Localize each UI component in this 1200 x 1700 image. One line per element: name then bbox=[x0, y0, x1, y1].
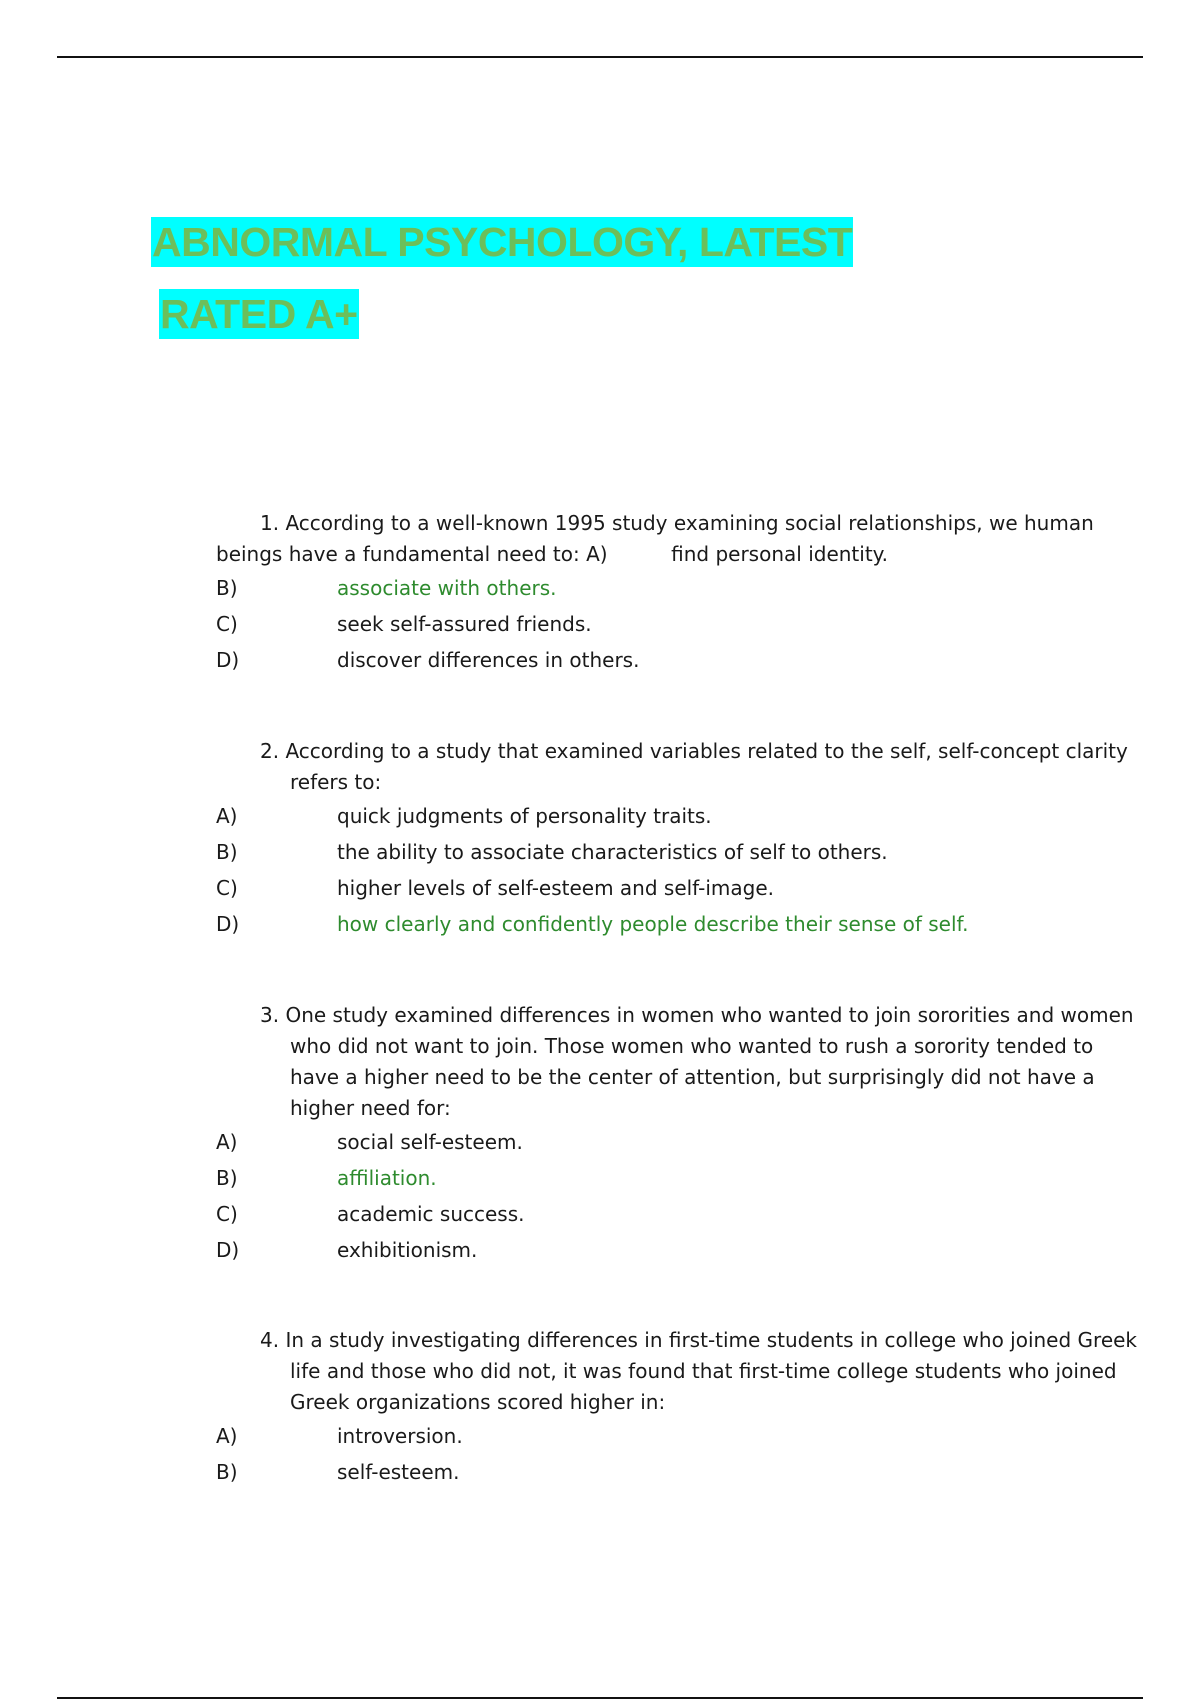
option-text: introversion. bbox=[337, 1424, 463, 1448]
question-stem bbox=[216, 1000, 1146, 1124]
top-rule bbox=[57, 56, 1143, 58]
question-stem bbox=[216, 1325, 1146, 1418]
option-text: quick judgments of personality traits. bbox=[337, 804, 712, 828]
question-4 bbox=[216, 1325, 1146, 1490]
answer-option bbox=[216, 1160, 1146, 1196]
question-2 bbox=[216, 736, 1146, 942]
option-letter: D) bbox=[216, 648, 240, 672]
option-letter: D) bbox=[216, 1238, 240, 1262]
answer-option bbox=[216, 906, 1146, 942]
answer-option bbox=[216, 1232, 1146, 1268]
option-letter: B) bbox=[216, 1460, 238, 1484]
option-letter: A) bbox=[216, 804, 238, 828]
answer-option bbox=[216, 798, 1146, 834]
question-text: One study examined differences in women who wanted to join sororities and women who did not want to join. Those women who wanted to rush a sorority tended to have a higher need to be the center of attention, but surprisingly did not have a higher need for: bbox=[285, 1003, 1134, 1120]
answer-option bbox=[216, 1124, 1146, 1160]
question-3 bbox=[216, 1000, 1146, 1268]
option-text: seek self-assured friends. bbox=[337, 612, 592, 636]
question-text: In a study investigating differences in first-time students in college who joined Greek life and those who did not, it was found that first-time college students who joined Greek organizations scored higher in: bbox=[285, 1328, 1138, 1414]
document-title-line-1: ABNORMAL PSYCHOLOGY, LATEST bbox=[152, 219, 853, 265]
question-1 bbox=[216, 508, 1146, 678]
option-letter: C) bbox=[216, 612, 238, 636]
question-number: 3. bbox=[260, 1003, 280, 1027]
option-text: higher levels of self-esteem and self-image. bbox=[337, 876, 775, 900]
answer-option bbox=[216, 570, 1146, 606]
option-text: self-esteem. bbox=[337, 1460, 460, 1484]
answer-option bbox=[216, 1418, 1146, 1454]
answer-option bbox=[216, 642, 1146, 678]
option-text: exhibitionism. bbox=[337, 1238, 478, 1262]
bottom-rule bbox=[57, 1697, 1143, 1699]
question-number: 4. bbox=[260, 1328, 280, 1352]
option-letter: B) bbox=[216, 1166, 238, 1190]
question-stem bbox=[216, 508, 1146, 570]
option-letter: B) bbox=[216, 840, 238, 864]
question-number: 1. bbox=[260, 511, 280, 535]
answer-option bbox=[216, 1196, 1146, 1232]
option-letter: A) bbox=[216, 1130, 238, 1154]
option-text: discover differences in others. bbox=[337, 648, 640, 672]
question-text: According to a well-known 1995 study examining social relationships, we human beings have a fundamental need to: A) find personal identity. bbox=[216, 511, 1094, 566]
option-text: associate with others. bbox=[337, 576, 557, 600]
option-letter: A) bbox=[216, 1424, 238, 1448]
option-text: social self-esteem. bbox=[337, 1130, 523, 1154]
option-letter: C) bbox=[216, 876, 238, 900]
question-text: According to a study that examined variables related to the self, self-concept clarity refers to: bbox=[285, 739, 1128, 794]
answer-option bbox=[216, 606, 1146, 642]
option-letter: C) bbox=[216, 1202, 238, 1226]
option-text: how clearly and confidently people describe their sense of self. bbox=[337, 912, 969, 936]
option-letter: D) bbox=[216, 912, 240, 936]
answer-option bbox=[216, 1454, 1146, 1490]
question-number: 2. bbox=[260, 739, 280, 763]
document-title-line-2: RATED A+ bbox=[160, 291, 358, 337]
option-text: affiliation. bbox=[337, 1166, 437, 1190]
option-text: academic success. bbox=[337, 1202, 525, 1226]
question-stem bbox=[216, 736, 1146, 798]
answer-option bbox=[216, 834, 1146, 870]
answer-option bbox=[216, 870, 1146, 906]
option-text: the ability to associate characteristics of self to others. bbox=[337, 840, 888, 864]
option-letter: B) bbox=[216, 576, 238, 600]
